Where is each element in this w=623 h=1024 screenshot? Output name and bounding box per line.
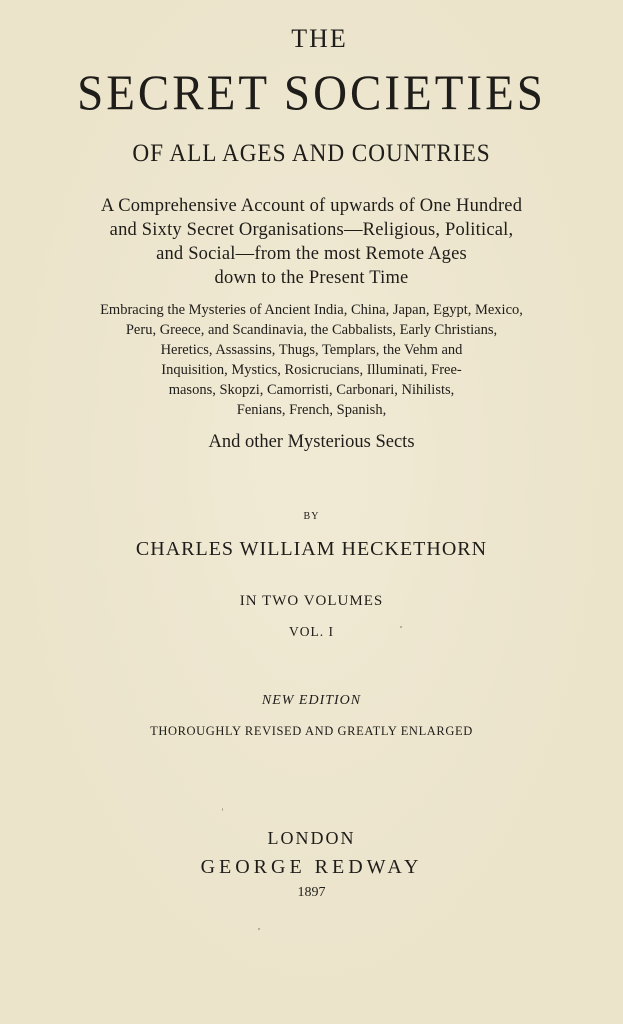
- description-line: A Comprehensive Account of upwards of One Hundred: [100, 196, 523, 216]
- other-sects: And other Mysterious Sects: [208, 432, 415, 452]
- book-title: SECRET SOCIETIES: [77, 65, 546, 121]
- volume-number: VOL. I: [289, 624, 334, 639]
- embracing-line: Inquisition, Mystics, Rosicrucians, Illuminati, Free-: [161, 362, 462, 378]
- description-line: down to the Present Time: [214, 268, 409, 288]
- embracing-line: Peru, Greece, and Scandinavia, the Cabbalists, Early Christians,: [125, 322, 498, 338]
- publisher-name: GEORGE REDWAY: [200, 856, 423, 878]
- paper-speck: [400, 626, 402, 628]
- description-line: and Social—from the most Remote Ages: [156, 244, 467, 264]
- by-label: BY: [303, 511, 320, 522]
- embracing-line: Embracing the Mysteries of Ancient India, China, Japan, Egypt, Mexico,: [100, 302, 523, 318]
- title-article: THE: [291, 24, 348, 53]
- author-name: CHARLES WILLIAM HECKETHORN: [135, 538, 488, 560]
- embracing-line: masons, Skopzi, Camorristi, Carbonari, Nihilists,: [168, 382, 455, 398]
- paper-speck: [222, 808, 223, 811]
- edition-label: NEW EDITION: [261, 693, 362, 708]
- publication-city: LONDON: [267, 828, 356, 848]
- volumes-note: IN TWO VOLUMES: [239, 593, 384, 609]
- embracing-line: Fenians, French, Spanish,: [236, 402, 387, 418]
- book-subtitle: OF ALL AGES AND COUNTRIES: [132, 140, 491, 167]
- publication-year: 1897: [297, 885, 326, 900]
- embracing-line: Heretics, Assassins, Thugs, Templars, the Vehm and: [160, 342, 463, 358]
- revision-note: THOROUGHLY REVISED AND GREATLY ENLARGED: [150, 724, 473, 738]
- description-line: and Sixty Secret Organisations—Religious, Political,: [109, 220, 514, 240]
- paper-speck: [258, 928, 260, 930]
